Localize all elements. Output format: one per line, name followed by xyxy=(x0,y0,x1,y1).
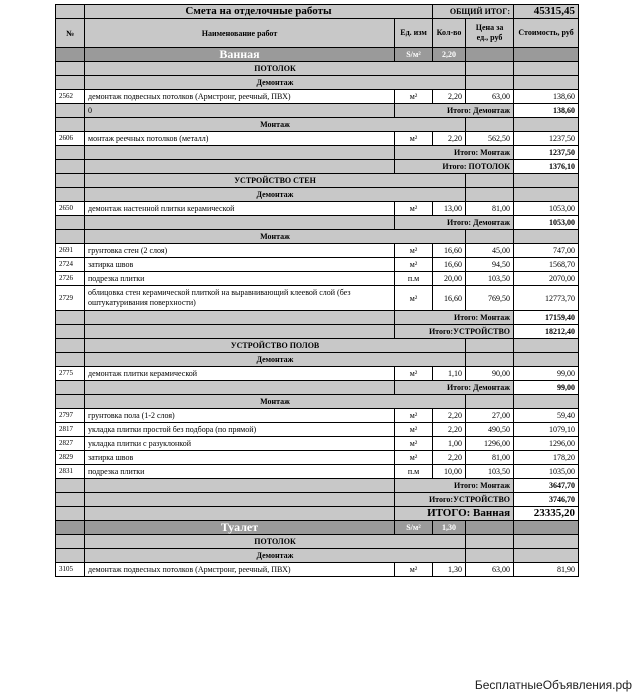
table-row: 2650 демонтаж настенной плитки керамической м² 13,00 81,00 1053,00 xyxy=(56,202,579,216)
table-row: 2691 грунтовка стен (2 слоя) м² 16,60 45,00 747,00 xyxy=(56,244,579,258)
watermark: БесплатныеОбъявления.рф xyxy=(474,678,632,692)
table-row: 2606 монтаж реечных потолков (металл) м² 2,20 562,50 1237,50 xyxy=(56,132,579,146)
table-row: 2729 облицовка стен керамической плиткой на выравнивающий клеевой слой (без оштукатуривания поверхности) м² 16,60 769,50 12773,70 xyxy=(56,286,579,311)
title-row: Смета на отделочные работы ОБЩИЙ ИТОГ: 45315,45 xyxy=(56,5,579,19)
room-row: Ванная S/м² 2,20 xyxy=(56,48,579,62)
room-total: 23335,20 xyxy=(514,507,579,521)
table-row: 2562 демонтаж подвесных потолков (Армстронг, реечный, ПВХ) м² 2,20 63,00 138,60 xyxy=(56,90,579,104)
room-row: Туалет S/м² 1,30 xyxy=(56,521,579,535)
page-title: Смета на отделочные работы xyxy=(85,5,433,19)
table-row: 2817 укладка плитки простой без подбора (по прямой) м² 2,20 490,50 1079,10 xyxy=(56,423,579,437)
table-row: 2775 демонтаж плитки керамической м² 1,10 90,00 99,00 xyxy=(56,367,579,381)
table-row: 3105 демонтаж подвесных потолков (Армстронг, реечный, ПВХ) м² 1,30 63,00 81,90 xyxy=(56,563,579,577)
table-row: 2797 грунтовка пола (1-2 слоя) м² 2,20 27,00 59,40 xyxy=(56,409,579,423)
grand-total: 45315,45 xyxy=(514,5,579,19)
table-row: 2831 подрезка плитки п.м 10,00 103,50 1035,00 xyxy=(56,465,579,479)
table-row: 2724 затирка швов м² 16,60 94,50 1568,70 xyxy=(56,258,579,272)
table-row: 2726 подрезка плитки п.м 20,00 103,50 2070,00 xyxy=(56,272,579,286)
table-row: 2827 укладка плитки с разуклонкой м² 1,00 1296,00 1296,00 xyxy=(56,437,579,451)
table-row: 2829 затирка швов м² 2,20 81,00 178,20 xyxy=(56,451,579,465)
header-row: № Наименование работ Ед. изм Кол-во Цена за ед., руб Стоимость, руб xyxy=(56,19,579,48)
estimate-table: Смета на отделочные работы ОБЩИЙ ИТОГ: 45315,45 № Наименование работ Ед. изм Кол-во Цена за ед., руб Стоимость, руб Ванная S/м² 2,20 ПОТОЛОК Демонтаж 2562 демонтаж подвесных потолков (Армстронг, реечный, ПВХ) м² 2,20 63,00 138,60 0 Итого: Демонтаж 138,60 Монтаж 2606 монтаж реечных потолков (металл) м² 2,20 562,50 1237,50 Итого: Монтаж 1237,50 Итого: ПОТОЛОК 1376,10 УСТРОЙСТВО СТЕН Демонтаж 2650 демонтаж настенной плитки керамической м² 13,00 81,00 1053,00 Итого: Демонтаж 1053,00 Монтаж 2691 грунтовка стен (2 слоя) м² 16,60 45,00 747,00 2724 затирка швов м² 16,60 94,50 1568,70 2726 подрезка плитки п.м 20,00 103,50 2070,00 2729 облицовка стен керамической плиткой на выравнивающий клеевой слой (без оштукатуривания поверхности) м² 16,60 769,50 12773,70 Итого: Монтаж 17159,40 Итого:УСТРОЙСТВО 18212,40 УСТРОЙСТВО ПОЛОВ Демонтаж 2775 демонтаж плитки керамической м² 1,10 90,00 99,00 Итого: Демонтаж 99,00 Монтаж 2797 грунтовка пола (1-2 слоя) м² 2,20 27,00 59,40 2817 укладка плитки простой без подбора (по прямой) м² 2,20 490,50 1079,10 2827 укладка плитки с разуклонкой м² 1,00 1296,00 1296,00 2829 затирка швов м² 2,20 81,00 178,20 2831 подрезка плитки п.м 10,00 103,50 1035,00 Итого: Монтаж 3647,70 Итого:УСТРОЙСТВО 3746,70 ИТОГО: Ванная 23335,20 Туалет S/м² 1,30 ПОТОЛОК Демонтаж 3105 демонтаж подвесных потолков (Армстронг, реечный, ПВХ) м² 1,30 63,00 81,90 xyxy=(55,4,579,577)
room-total-label: ИТОГО: Ванная xyxy=(395,507,514,521)
